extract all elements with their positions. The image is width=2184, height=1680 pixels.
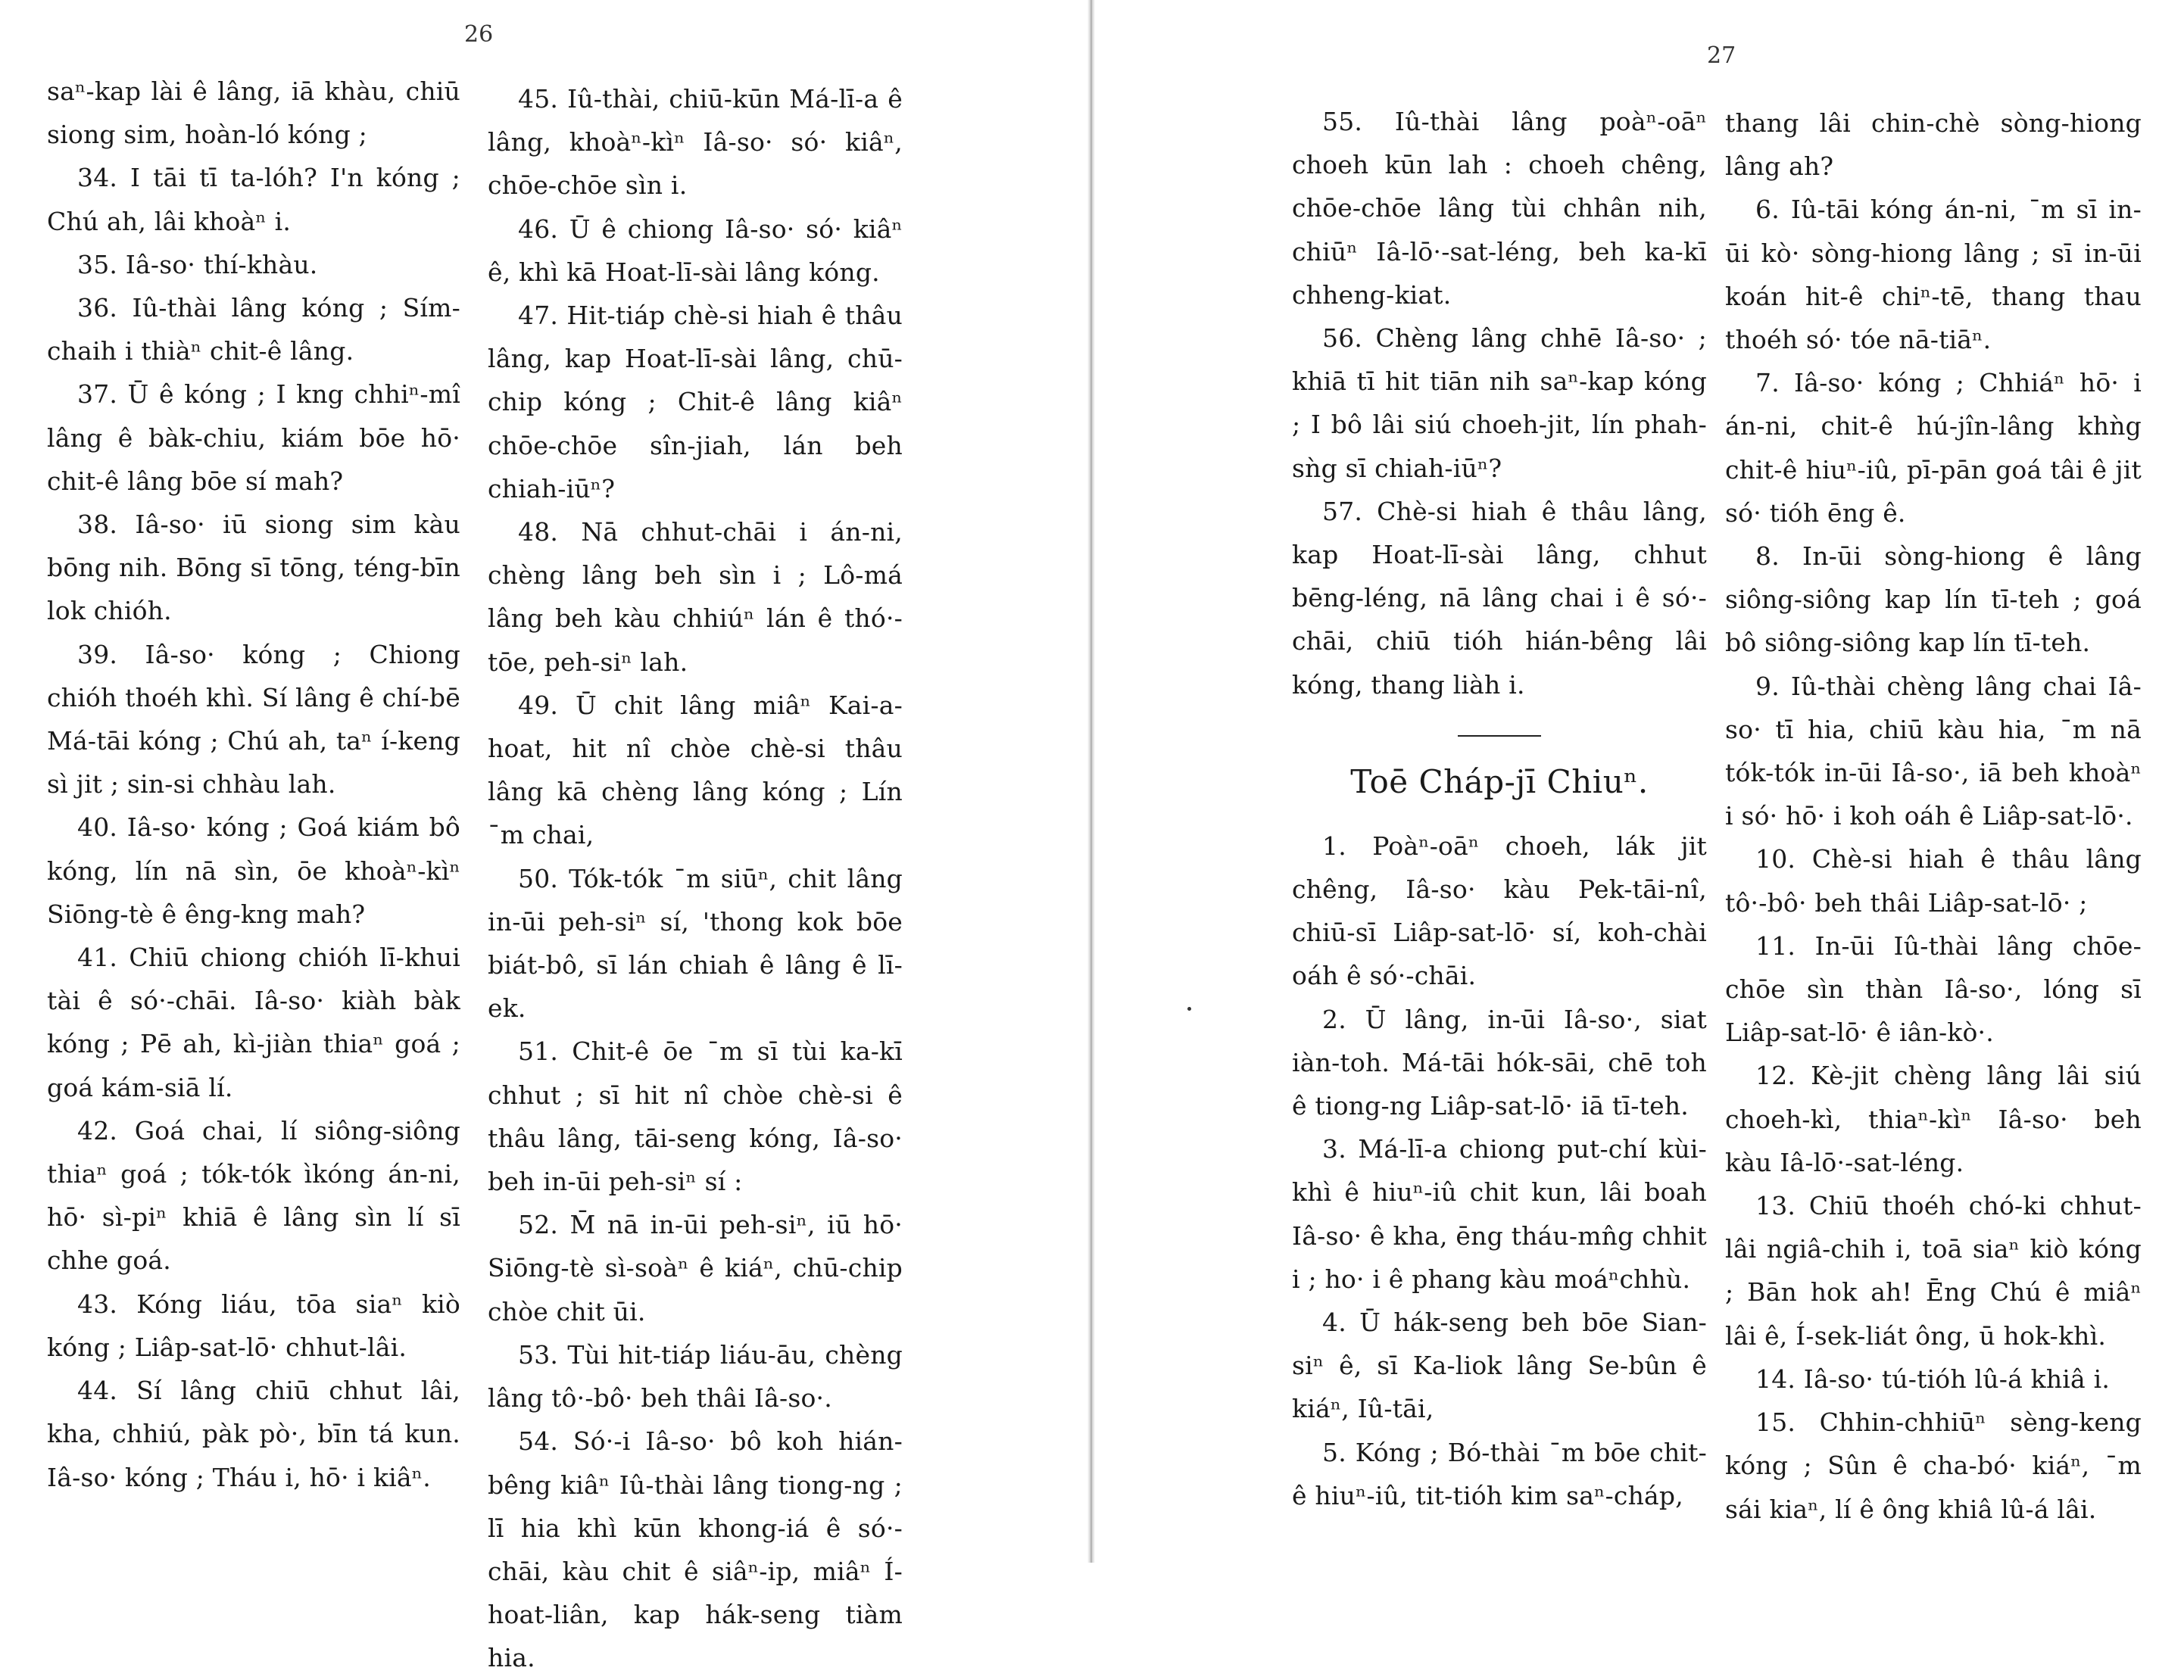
verse-paragraph: 15. Chhin-chhiūⁿ sèng-keng kóng ; Sûn ê cha-bó· kiáⁿ, ˉm sái kiaⁿ, lí ê ông khiâ lû-á lâi. [1725,1407,2142,1524]
right-page [1094,0,2184,1563]
verse-paragraph: 45. Iû-thài, chiū-kūn Má-lī-a ê lâng, khoàⁿ-kìⁿ Iâ-so· só· kiâⁿ, chōe-chōe sìn i. [488,84,903,201]
verse-paragraph: 10. Chè-si hiah ê thâu lâng tô·-bô· beh thâi Liâp-sat-lō· ; [1725,844,2142,918]
left-page-column-1 [47,70,460,1499]
verse-paragraph: 14. Iâ-so· tú-tióh lû-á khiâ i. [1755,1364,2111,1394]
verse-paragraph: thang lâi chin-chè sòng-hiong lâng ah? [1725,108,2142,182]
verse-paragraph: 50. Tók-tók ˉm siūⁿ, chit lâng in-ūi peh-siⁿ sí, 'thong kok bōe biát-bô, sī lán chiah ê lâng ê lī-ek. [488,863,903,1024]
verse-paragraph: 9. Iû-thài chèng lâng chai Iâ-so· tī hia, chiū kàu hia, ˉm nā tók-tók in-ūi Iâ-so·, iā beh khoàⁿ i só· hō· i koh oáh ê Liâp-sat-lō·. [1725,671,2142,831]
page-number-right: 27 [1707,42,1736,69]
verse-paragraph: 7. Iâ-so· kóng ; Chhiáⁿ hō· i án-ni, chit-ê hú-jîn-lâng khǹg chit-ê hiuⁿ-iû, pī-pān goá tâi ê jit só· tióh ēng ê. [1725,368,2142,528]
verse-paragraph: 12. Kè-jit chèng lâng lâi siú choeh-kì, thiaⁿ-kìⁿ Iâ-so· beh kàu Iâ-lō·-sat-léng. [1725,1061,2142,1177]
verse-paragraph: 57. Chè-si hiah ê thâu lâng, kap Hoat-lī-sài lâng, chhut bēng-léng, nā lâng chai i ê só·-chāi, chiū tióh hián-bêng lâi kóng, thang liàh i. [1292,496,1707,700]
verse-paragraph: 43. Kóng liáu, tōa siaⁿ kiò kóng ; Liâp-sat-lō· chhut-lâi. [47,1289,460,1362]
verse-paragraph: 35. Iâ-so· thí-khàu. [77,249,318,279]
verse-paragraph: 37. Ū ê kóng ; I kng chhiⁿ-mî lâng ê bàk-chiu, kiám bōe hō· chit-ê lâng bōe sí mah? [47,379,460,496]
verse-paragraph: 6. Iû-tāi kóng án-ni, ˉm sī in-ūi kò· sòng-hiong lâng ; sī in-ūi koán hit-ê chiⁿ-tē, thang thau thoéh só· tóe nā-tiāⁿ. [1725,195,2142,355]
verse-paragraph: 41. Chiū chiong chióh lī-khui tài ê só·-chāi. Iâ-so· kiàh bàk kóng ; Pē ah, kì-jiàn thiaⁿ goá ; goá kám-siā lí. [47,943,460,1102]
verse-paragraph: 36. Iû-thài lâng kóng ; Sím-chaih i thiàⁿ chit-ê lâng. [47,293,460,366]
verse-paragraph: 56. Chèng lâng chhē Iâ-so· ; khiā tī hit tiān nih saⁿ-kap kóng ; I bô lâi siú choeh-jit, lín phah-sǹg sī chiah-iūⁿ? [1292,323,1707,483]
verse-paragraph: 11. In-ūi Iû-thài lâng chōe-chōe sìn thàn Iâ-so·, lóng sī Liâp-sat-lō· ê iân-kò·. [1725,930,2142,1048]
verse-paragraph: 38. Iâ-so· iū siong sim kàu bōng nih. Bōng sī tōng, téng-bīn lok chióh. [47,510,460,626]
verse-paragraph: 39. Iâ-so· kóng ; Chiong chióh thoéh khì. Sí lâng ê chí-bē Má-tāi kóng ; Chú ah, taⁿ í-keng sì jit ; sin-si chhàu lah. [47,639,460,799]
verse-paragraph: 53. Tùi hit-tiáp liáu-āu, chèng lâng tô·-bô· beh thâi Iâ-so·. [488,1339,903,1414]
verse-paragraph: 48. Nā chhut-chāi i án-ni, chèng lâng beh sìn i ; Lô-má lâng beh kàu chhiúⁿ lán ê thó·-tōe, peh-siⁿ lah. [488,517,903,677]
verse-paragraph: 8. In-ūi sòng-hiong ê lâng siông-siông kap lín tī-teh ; goá bô siông-siông kap lín tī-teh. [1725,541,2142,658]
verse-paragraph: 40. Iâ-so· kóng ; Goá kiám bô kóng, lín nā sìn, ōe khoàⁿ-kìⁿ Siōng-tè ê êng-kng mah? [47,812,460,929]
verse-paragraph: 1. Poàⁿ-oāⁿ choeh, lák jit chêng, Iâ-so· kàu Pek-tāi-nî, chiū-sī Liâp-sat-lō· sí, koh-chài oáh ê só·-chāi. [1292,831,1707,991]
page-number-left: 26 [464,21,494,48]
verse-paragraph: 46. Ū ê chiong Iâ-so· só· kiâⁿ ê, khì kā Hoat-lī-sài lâng kóng. [488,214,903,287]
chapter-heading: Toē Cháp-jī Chiuⁿ. [1350,762,1649,800]
verse-paragraph: 47. Hit-tiáp chè-si hiah ê thâu lâng, kap Hoat-lī-sài lâng, chū-chip kóng ; Chit-ê lâng kiâⁿ chōe-chōe sîn-jiah, lán beh chiah-iūⁿ? [488,301,903,503]
verse-paragraph: 34. I tāi tī ta-lóh? I'n kóng ; Chú ah, lâi khoàⁿ i. [47,163,460,236]
verse-paragraph: 55. Iû-thài lâng poàⁿ-oāⁿ choeh kūn lah : choeh chêng, chōe-chōe lâng tùi chhân nih, chiūⁿ Iâ-lō·-sat-léng, beh ka-kī chheng-kiat. [1292,107,1707,310]
verse-paragraph: 5. Kóng ; Bó-thài ˉm bōe chit-ê hiuⁿ-iû, tit-tióh kim saⁿ-cháp, [1292,1437,1707,1510]
left-page-column-2 [488,77,903,1680]
verse-paragraph: saⁿ-kap lài ê lâng, iā khàu, chiū siong sim, hoàn-ló kóng ; [47,76,460,150]
verse-paragraph: 54. Só·-i Iâ-so· bô koh hián-bêng kiâⁿ Iû-thài lâng tiong-ng ; lī hia khì kūn khong-iá ê só·-chāi, kàu chit ê siâⁿ-ip, miâⁿ Í-hoat-liân, kap hák-seng tiàm hia. [488,1426,903,1673]
left-page [0,0,1090,1673]
right-page-column-1 [1292,100,1707,1517]
verse-paragraph: 3. Má-lī-a chiong put-chí kùi-khì ê hiuⁿ-iû chit kun, lâi boah Iâ-so· ê kha, ēng tháu-mn̂g chhit i ; ho· i ê phang kàu moáⁿchhù. [1292,1134,1707,1294]
chapter-divider-rule [1458,735,1541,737]
verse-paragraph: 2. Ū lâng, in-ūi Iâ-so·, siat iàn-toh. Má-tāi hók-sāi, chē toh ê tiong-ng Liâp-sat-lō· iā tī-teh. [1292,1004,1707,1121]
verse-paragraph: 49. Ū chit lâng miâⁿ Kai-a-hoat, hit nî chòe chè-si thâu lâng kā chèng lâng kóng ; Lín ˉm chai, [488,690,903,850]
verse-paragraph: 4. Ū hák-seng beh bōe Sian-siⁿ ê, sī Ka-liok lâng Se-bûn ê kiáⁿ, Iû-tāi, [1292,1308,1707,1424]
verse-paragraph: 52. M̄ nā in-ūi peh-siⁿ, iū hō· Siōng-tè sì-soàⁿ ê kiáⁿ, chū-chip chòe chit ūi. [488,1210,903,1326]
verse-paragraph: 13. Chiū thoéh chó-ki chhut-lâi ngiâ-chih i, toā siaⁿ kiò kóng ; Bān hok ah! Ēng Chú ê miâⁿ lâi ê, Í-sek-liát ông, ū hok-khì. [1725,1191,2142,1351]
print-speck [1187,1007,1191,1011]
verse-paragraph: 42. Goá chai, lí siông-siông thiaⁿ goá ; tók-tók ìkóng án-ni, hō· sì-piⁿ khiā ê lâng sìn lí sī chhe goá. [47,1115,460,1276]
right-page-column-2 [1725,101,2142,1531]
verse-paragraph: 44. Sí lâng chiū chhut lâi, kha, chhiú, pàk pò·, bīn tá kun. Iâ-so· kóng ; Tháu i, hō· i kiâⁿ. [47,1376,460,1492]
verse-paragraph: 51. Chit-ê ōe ˉm sī tùi ka-kī chhut ; sī hit nî chòe chè-si ê thâu lâng, tāi-seng kóng, Iâ-so· beh in-ūi peh-siⁿ sí : [488,1036,903,1197]
